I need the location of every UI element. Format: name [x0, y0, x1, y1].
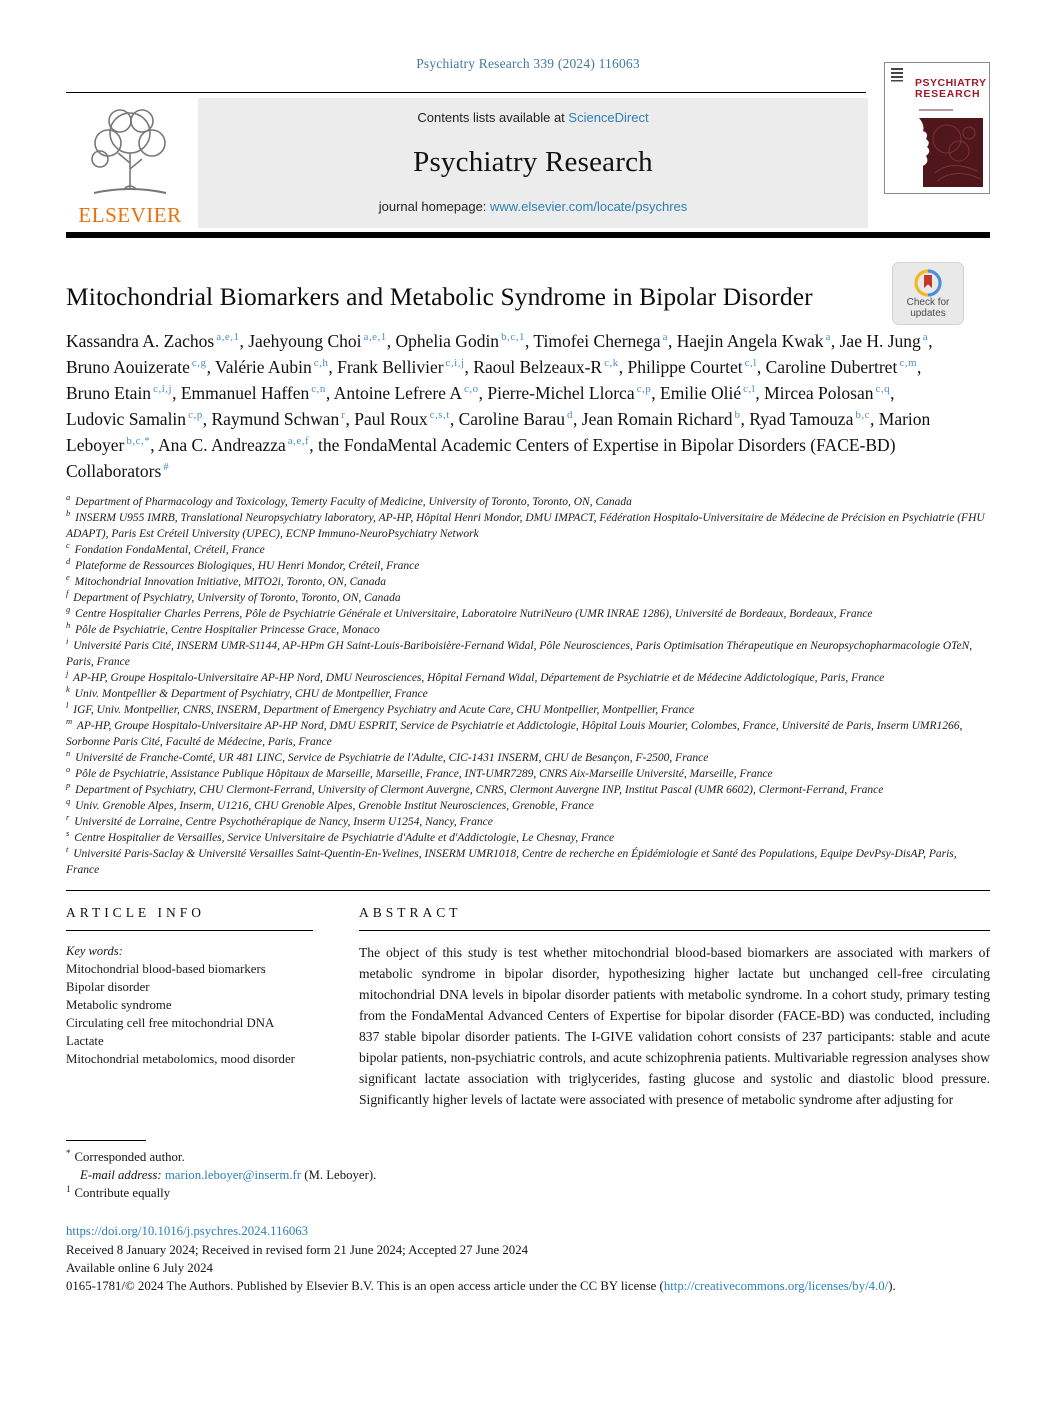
- author-name: Philippe Courtet $^{c,l}$: [627, 357, 757, 377]
- abstract-header: ABSTRACT: [359, 905, 462, 920]
- author-name: Mircea Polosan $^{c,q}$: [764, 383, 891, 403]
- author-superscript: c,i,j: [445, 357, 465, 370]
- affiliation-text: Pôle de Psychiatrie, Centre Hospitalier Princesse Grace, Monaco: [72, 624, 380, 636]
- affiliation-superscript: t: [66, 844, 69, 855]
- homepage-link[interactable]: www.elsevier.com/locate/psychres: [490, 199, 688, 214]
- affiliation-item: [66, 814, 990, 830]
- affiliation-item: [66, 686, 990, 702]
- affiliation-item: [66, 638, 990, 670]
- affiliation-text: Centre Hospitalier de Versailles, Service Universitaire de Psychiatrie d'Adulte et d'Addictologie, Le Chesnay, France: [71, 832, 615, 844]
- affiliation-item: [66, 830, 990, 846]
- journal-reference-header: Psychiatry Research 339 (2024) 116063: [416, 56, 640, 71]
- author-name: Bruno Aouizerate $^{c,g}$: [66, 357, 207, 377]
- author-name: Ryad Tamouza $^{b,c}$: [749, 409, 871, 429]
- article-info-column: [66, 905, 313, 1110]
- affiliation-superscript: b: [66, 508, 71, 519]
- affiliation-superscript: c: [66, 540, 70, 551]
- affiliation-item: [66, 494, 990, 510]
- article-title: Mitochondrial Biomarkers and Metabolic Syndrome in Bipolar Disorder: [66, 282, 813, 311]
- keyword-item: Metabolic syndrome: [66, 998, 172, 1012]
- affiliation-text: Centre Hospitalier Charles Perrens, Pôle de Psychiatrie Générale et Universitaire, Laboratoire NutriNeuro (UMR INRAE 1286), Université de Bordeaux, Bordeaux, France: [72, 608, 873, 620]
- affiliation-superscript: q: [66, 796, 71, 807]
- author-superscript: c,p: [188, 409, 203, 422]
- affiliation-text: Université de Franche-Comté, UR 481 LINC, Service de Psychiatrie de l'Adulte, CIC-1431 INSERM, CHU de Besançon, F-2500, France: [72, 752, 709, 764]
- author-name: Jaehyoung Choi $^{a,e,1}$: [248, 331, 387, 351]
- affiliation-superscript: f: [66, 588, 69, 599]
- author-superscript: b,c,*: [126, 435, 151, 448]
- affiliation-superscript: e: [66, 572, 70, 583]
- affiliation-superscript: o: [66, 764, 71, 775]
- affiliation-list: [66, 494, 990, 878]
- footnote-divider: [66, 1140, 146, 1141]
- contribute-text: Contribute equally: [74, 1186, 171, 1200]
- author-superscript: #: [163, 461, 170, 474]
- affiliation-text: Université de Lorraine, Centre Psychothérapique de Nancy, Inserm U1254, Nancy, France: [71, 816, 493, 828]
- author-name: Antoine Lefrere A $^{c,o}$: [333, 383, 479, 403]
- author-superscript: a: [662, 331, 668, 344]
- author-list: Kassandra A. Zachos $^{a,e,1}$, Jaehyoung Choi $^{a,e,1}$, Ophelia Godin $^{b,c,1}$, Timofei Chernega $^a$, Haejin Angela Kwak $^a$, Jae H. Jung $^a$, Bruno Aouizerate $^{c,g}$, Valérie Aubin $^{c,h}$, Frank Bellivier $^{c,i,j}$, Raoul Belzeaux-R $^{c,k}$, Philippe Courtet $^{c,l}$, Caroline Dubertret $^{c,m}$, Bruno Etain $^{c,i,j}$, Emmanuel Haffen $^{c,n}$, Antoine Lefrere A $^{c,o}$, Pierre-Michel Llorca $^{c,p}$, Emilie Olié $^{c,l}$, Mircea Polosan $^{c,q}$, Ludovic Samalin $^{c,p}$, Raymund Schwan $^r$, Paul Roux $^{c,s,t}$, Caroline Barau $^d$, Jean Romain Richard $^b$, Ryad Tamouza $^{b,c}$, Marion Leboyer $^{b,c,*}$, Ana C. Andreazza $^{a,e,f}$, the FondaMental Academic Centers of Expertise in Bipolar Disorders (FACE-BD) Collaborators #: [66, 331, 933, 481]
- abstract-text: The object of this study is test whether mitochondrial blood-based biomarkers are associated with markers of metabolic syndrome in bipolar disorder, hypothesizing higher lactate but unchanged cell-free circulating mitochondrial DNA levels in bipolar disorder patients with metabolic syndrome. In a cohort study, primary testing from the FondaMental Advanced Centers of Expertise for bipolar disorder (FACE-BD) was conducted, including 837 stable bipolar disorder patients. The I-GIVE validation cohort consists of 237 participants: stable and acute bipolar patients, non-psychiatric controls, and acute schizophrenia patients. Multivariable regression analyses show significant lactate association with triglycerides, fasting glucose and systolic and diastolic blood pressure. Significantly higher levels of lactate were associated with presence of metabolic syndrome after adjusting for: [359, 945, 990, 1107]
- author-name: Emilie Olié $^{c,l}$: [660, 383, 756, 403]
- affiliation-text: Université Paris Cité, INSERM UMR-S1144, AP-HPm GH Saint-Louis-Bariboisière-Fernand Widal, Pôle Neurosciences, Paris Optimisation Thérapeutique en Neuropsychopharmacologie OTeN, Paris, France: [66, 640, 973, 668]
- affiliation-item: [66, 782, 990, 798]
- author-name: Jean Romain Richard $^b$: [581, 409, 741, 429]
- affiliation-text: Mitochondrial Innovation Initiative, MITO2i, Toronto, ON, Canada: [71, 576, 387, 588]
- journal-title: Psychiatry Research: [413, 145, 653, 178]
- abstract-column: [359, 905, 990, 1110]
- affiliation-superscript: i: [66, 636, 69, 647]
- available-line: Available online 6 July 2024: [66, 1261, 213, 1275]
- banner-center-panel: [198, 98, 868, 228]
- affiliation-text: Pôle de Psychiatrie, Assistance Publique Hôpitaux de Marseille, Marseille, France, INT-UMR7289, CNRS Aix-Marseille Université, Marseille, France: [72, 768, 773, 780]
- license-prefix: 0165-1781/© 2024 The Authors. Published by Elsevier B.V. This is an open access article under the CC BY license (: [66, 1279, 664, 1293]
- elsevier-logo: [66, 96, 194, 228]
- author-superscript: b: [734, 409, 741, 422]
- affiliation-superscript: j: [66, 668, 69, 679]
- author-name: Kassandra A. Zachos $^{a,e,1}$: [66, 331, 240, 351]
- affiliation-superscript: l: [66, 700, 69, 711]
- elsevier-tree-icon: [78, 103, 182, 203]
- email-label: E-mail address:: [80, 1168, 162, 1182]
- badge-label-line2: updates: [910, 307, 946, 319]
- affiliation-item: [66, 590, 990, 606]
- affiliation-item: [66, 798, 990, 814]
- author-superscript: c,p: [636, 383, 652, 396]
- author-superscript: c,o: [463, 383, 479, 396]
- author-superscript: b,c: [855, 409, 871, 422]
- author-name: Ana C. Andreazza $^{a,e,f}$: [158, 435, 310, 455]
- affiliation-item: [66, 542, 990, 558]
- received-line: Received 8 January 2024; Received in revised form 21 June 2024; Accepted 27 June 2024: [66, 1243, 528, 1257]
- journal-banner: [66, 77, 990, 228]
- affiliation-text: Univ. Montpellier & Department of Psychiatry, CHU de Montpellier, France: [71, 688, 428, 700]
- affiliation-text: Univ. Grenoble Alpes, Inserm, U1216, CHU Grenoble Alpes, Grenoble Institut Neurosciences, Grenoble, France: [72, 800, 594, 812]
- author-name: Jae H. Jung $^a$: [839, 331, 929, 351]
- email-link[interactable]: marion.leboyer@inserm.fr: [164, 1168, 301, 1182]
- corresponding-author-text: Corresponded author.: [74, 1150, 185, 1164]
- homepage-line: [379, 199, 688, 214]
- author-superscript: c,h: [313, 357, 329, 370]
- author-name: Frank Bellivier $^{c,i,j}$: [337, 357, 465, 377]
- contribute-note: [66, 1184, 990, 1202]
- keyword-item: Mitochondrial metabolomics, mood disorder: [66, 1052, 295, 1066]
- author-superscript: b,c,1: [501, 331, 525, 344]
- article-info-header: ARTICLE INFO: [66, 905, 206, 920]
- affiliation-text: IGF, Univ. Montpellier, CNRS, INSERM, Department of Emergency Psychiatry and Acute Care, CHU Montpellier, Montpellier, France: [70, 704, 695, 716]
- author-name: Ludovic Samalin $^{c,p}$: [66, 409, 203, 429]
- license-suffix: ).: [888, 1279, 896, 1293]
- doi-link[interactable]: https://doi.org/10.1016/j.psychres.2024.116063: [66, 1224, 309, 1238]
- affiliation-text: AP-HP, Groupe Hospitalo-Universitaire AP-HP Nord, DMU ESPRIT, Service de Psychiatrie et Addictologie, Hôpital Louis Mourier, Colombes, France, Université de Paris, Inserm UMR1266, Sorbonne Paris Cité, Faculté de Médecine, Paris, France: [66, 720, 963, 748]
- elsevier-wordmark: ELSEVIER: [78, 203, 182, 227]
- affiliation-superscript: r: [66, 812, 70, 823]
- contribute-marker: 1: [66, 1183, 71, 1194]
- affiliation-superscript: p: [66, 780, 71, 791]
- keyword-item: Circulating cell free mitochondrial DNA: [66, 1016, 275, 1030]
- author-name: Ophelia Godin $^{b,c,1}$: [395, 331, 525, 351]
- affiliation-superscript: d: [66, 556, 71, 567]
- author-superscript: a: [922, 331, 929, 344]
- author-name: Timofei Chernega $^a$: [533, 331, 668, 351]
- journal-cover-thumbnail: [884, 62, 990, 194]
- author-superscript: c,q: [875, 383, 891, 396]
- affiliation-superscript: h: [66, 620, 71, 631]
- affiliation-text: Department of Psychiatry, CHU Clermont-Ferrand, University of Clermont Auvergne, CNRS, Clermont Auvergne INP, Institut Pascal (UMR 6602), Clermont-Ferrand, France: [72, 784, 884, 796]
- affiliation-superscript: g: [66, 604, 71, 615]
- author-superscript: c,l: [744, 357, 757, 370]
- author-name: Emmanuel Haffen $^{c,n}$: [180, 383, 326, 403]
- affiliation-item: [66, 670, 990, 686]
- author-superscript: c,s,t: [429, 409, 450, 422]
- affiliation-text: Department of Psychiatry, University of Toronto, Toronto, ON, Canada: [70, 592, 401, 604]
- contents-line: [417, 110, 648, 125]
- author-name: Haejin Angela Kwak $^a$: [676, 331, 831, 351]
- author-name: the FondaMental Academic Centers of Expertise in Bipolar Disorders (FACE-BD) Collaborators #: [66, 435, 896, 481]
- affiliation-superscript: a: [66, 492, 71, 503]
- author-superscript: a,e,1: [216, 331, 240, 344]
- author-superscript: a,e,f: [287, 435, 310, 448]
- svg-text:PSYCHIATRY: PSYCHIATRY: [915, 77, 987, 89]
- affiliation-superscript: n: [66, 748, 71, 759]
- author-name: Caroline Barau $^d$: [458, 409, 574, 429]
- affiliation-item: [66, 766, 990, 782]
- affiliation-text: Department of Pharmacology and Toxicology, Temerty Faculty of Medicine, University of Toronto, Toronto, ON, Canada: [72, 496, 632, 508]
- affiliation-item: [66, 558, 990, 574]
- banner-bottom-rule: [66, 232, 990, 238]
- affiliation-superscript: m: [66, 716, 73, 727]
- top-divider: [66, 92, 866, 93]
- author-superscript: d: [567, 409, 574, 422]
- author-superscript: c,i,j: [153, 383, 173, 396]
- asterisk-marker: *: [66, 1147, 71, 1158]
- journal-cover-art: [885, 63, 987, 191]
- affiliation-item: [66, 622, 990, 638]
- keyword-item: Lactate: [66, 1034, 104, 1048]
- author-superscript: c,n: [311, 383, 326, 396]
- email-suffix: (M. Leboyer).: [301, 1168, 377, 1182]
- section-divider: [66, 890, 990, 891]
- author-name: Bruno Etain $^{c,i,j}$: [66, 383, 173, 403]
- info-abstract-section: [66, 905, 990, 1110]
- homepage-prefix: journal homepage:: [378, 199, 491, 214]
- article-info-rule: [66, 930, 313, 931]
- badge-label: [907, 297, 950, 319]
- author-superscript: c,m: [899, 357, 918, 370]
- affiliation-item: [66, 718, 990, 750]
- affiliation-item: [66, 574, 990, 590]
- affiliation-superscript: s: [66, 828, 70, 839]
- author-name: Pierre-Michel Llorca $^{c,p}$: [487, 383, 652, 403]
- copyright-line: [66, 1277, 990, 1295]
- keywords-label: Key words:: [66, 944, 123, 958]
- author-name: Raymund Schwan $^r$: [211, 409, 346, 429]
- affiliation-item: [66, 846, 990, 878]
- sciencedirect-link[interactable]: ScienceDirect: [568, 110, 649, 125]
- contents-prefix: Contents lists available at: [417, 110, 569, 125]
- affiliation-item: [66, 750, 990, 766]
- keyword-list: [66, 960, 313, 1068]
- author-name: Valérie Aubin $^{c,h}$: [215, 357, 329, 377]
- check-for-updates-badge[interactable]: [892, 262, 964, 325]
- affiliation-text: Université Paris-Saclay & Université Versailles Saint-Quentin-En-Yvelines, INSERM UMR1018, Centre de recherche en Épidémiologie et Santé des Populations, Equipe DevPsy-DisAP, Paris, France: [66, 848, 957, 876]
- affiliation-superscript: k: [66, 684, 70, 695]
- affiliation-text: INSERM U955 IMRB, Translational Neuropsychiatry laboratory, AP-HP, Hôpital Henri Mondor, DMU IMPACT, Fédération Hospitalo-Universitaire de Médecine de Précision en Psychiatrie (FHU ADAPT), Paris Est Créteil University (UPEC), ECNP Immuno-NeuroPsychiatry Network: [66, 512, 985, 540]
- author-superscript: c,l: [743, 383, 756, 396]
- affiliation-text: Plateforme de Ressources Biologiques, HU Henri Mondor, Créteil, France: [72, 560, 420, 572]
- affiliation-text: AP-HP, Groupe Hospitalo-Universitaire AP-HP Nord, DMU Neurosciences, Hôpital Fernand Widal, Département de Psychiatrie et de Médecine Addictologique, Paris, France: [70, 672, 885, 684]
- author-superscript: c,k: [604, 357, 619, 370]
- keyword-item: Bipolar disorder: [66, 980, 150, 994]
- svg-text:RESEARCH: RESEARCH: [915, 88, 981, 100]
- affiliation-text: Fondation FondaMental, Créteil, France: [71, 544, 265, 556]
- author-superscript: r: [341, 409, 346, 422]
- affiliation-item: [66, 606, 990, 622]
- author-name: Caroline Dubertret $^{c,m}$: [765, 357, 918, 377]
- badge-label-line1: Check for: [906, 296, 950, 308]
- crossmark-icon: [914, 269, 942, 297]
- author-name: Marion Leboyer $^{b,c,*}$: [66, 409, 931, 455]
- abstract-rule: [359, 930, 990, 931]
- affiliation-item: [66, 702, 990, 718]
- author-name: Raoul Belzeaux-R $^{c,k}$: [473, 357, 619, 377]
- affiliation-item: [66, 510, 990, 542]
- doi-line: [66, 1224, 990, 1239]
- author-superscript: c,g: [191, 357, 207, 370]
- license-link[interactable]: http://creativecommons.org/licenses/by/4.0/: [663, 1279, 889, 1293]
- email-line: [80, 1166, 990, 1184]
- corresponding-author-note: [66, 1148, 990, 1202]
- keyword-item: Mitochondrial blood-based biomarkers: [66, 962, 266, 976]
- author-superscript: a: [825, 331, 831, 344]
- author-name: Paul Roux $^{c,s,t}$: [354, 409, 450, 429]
- author-superscript: a,e,1: [363, 331, 387, 344]
